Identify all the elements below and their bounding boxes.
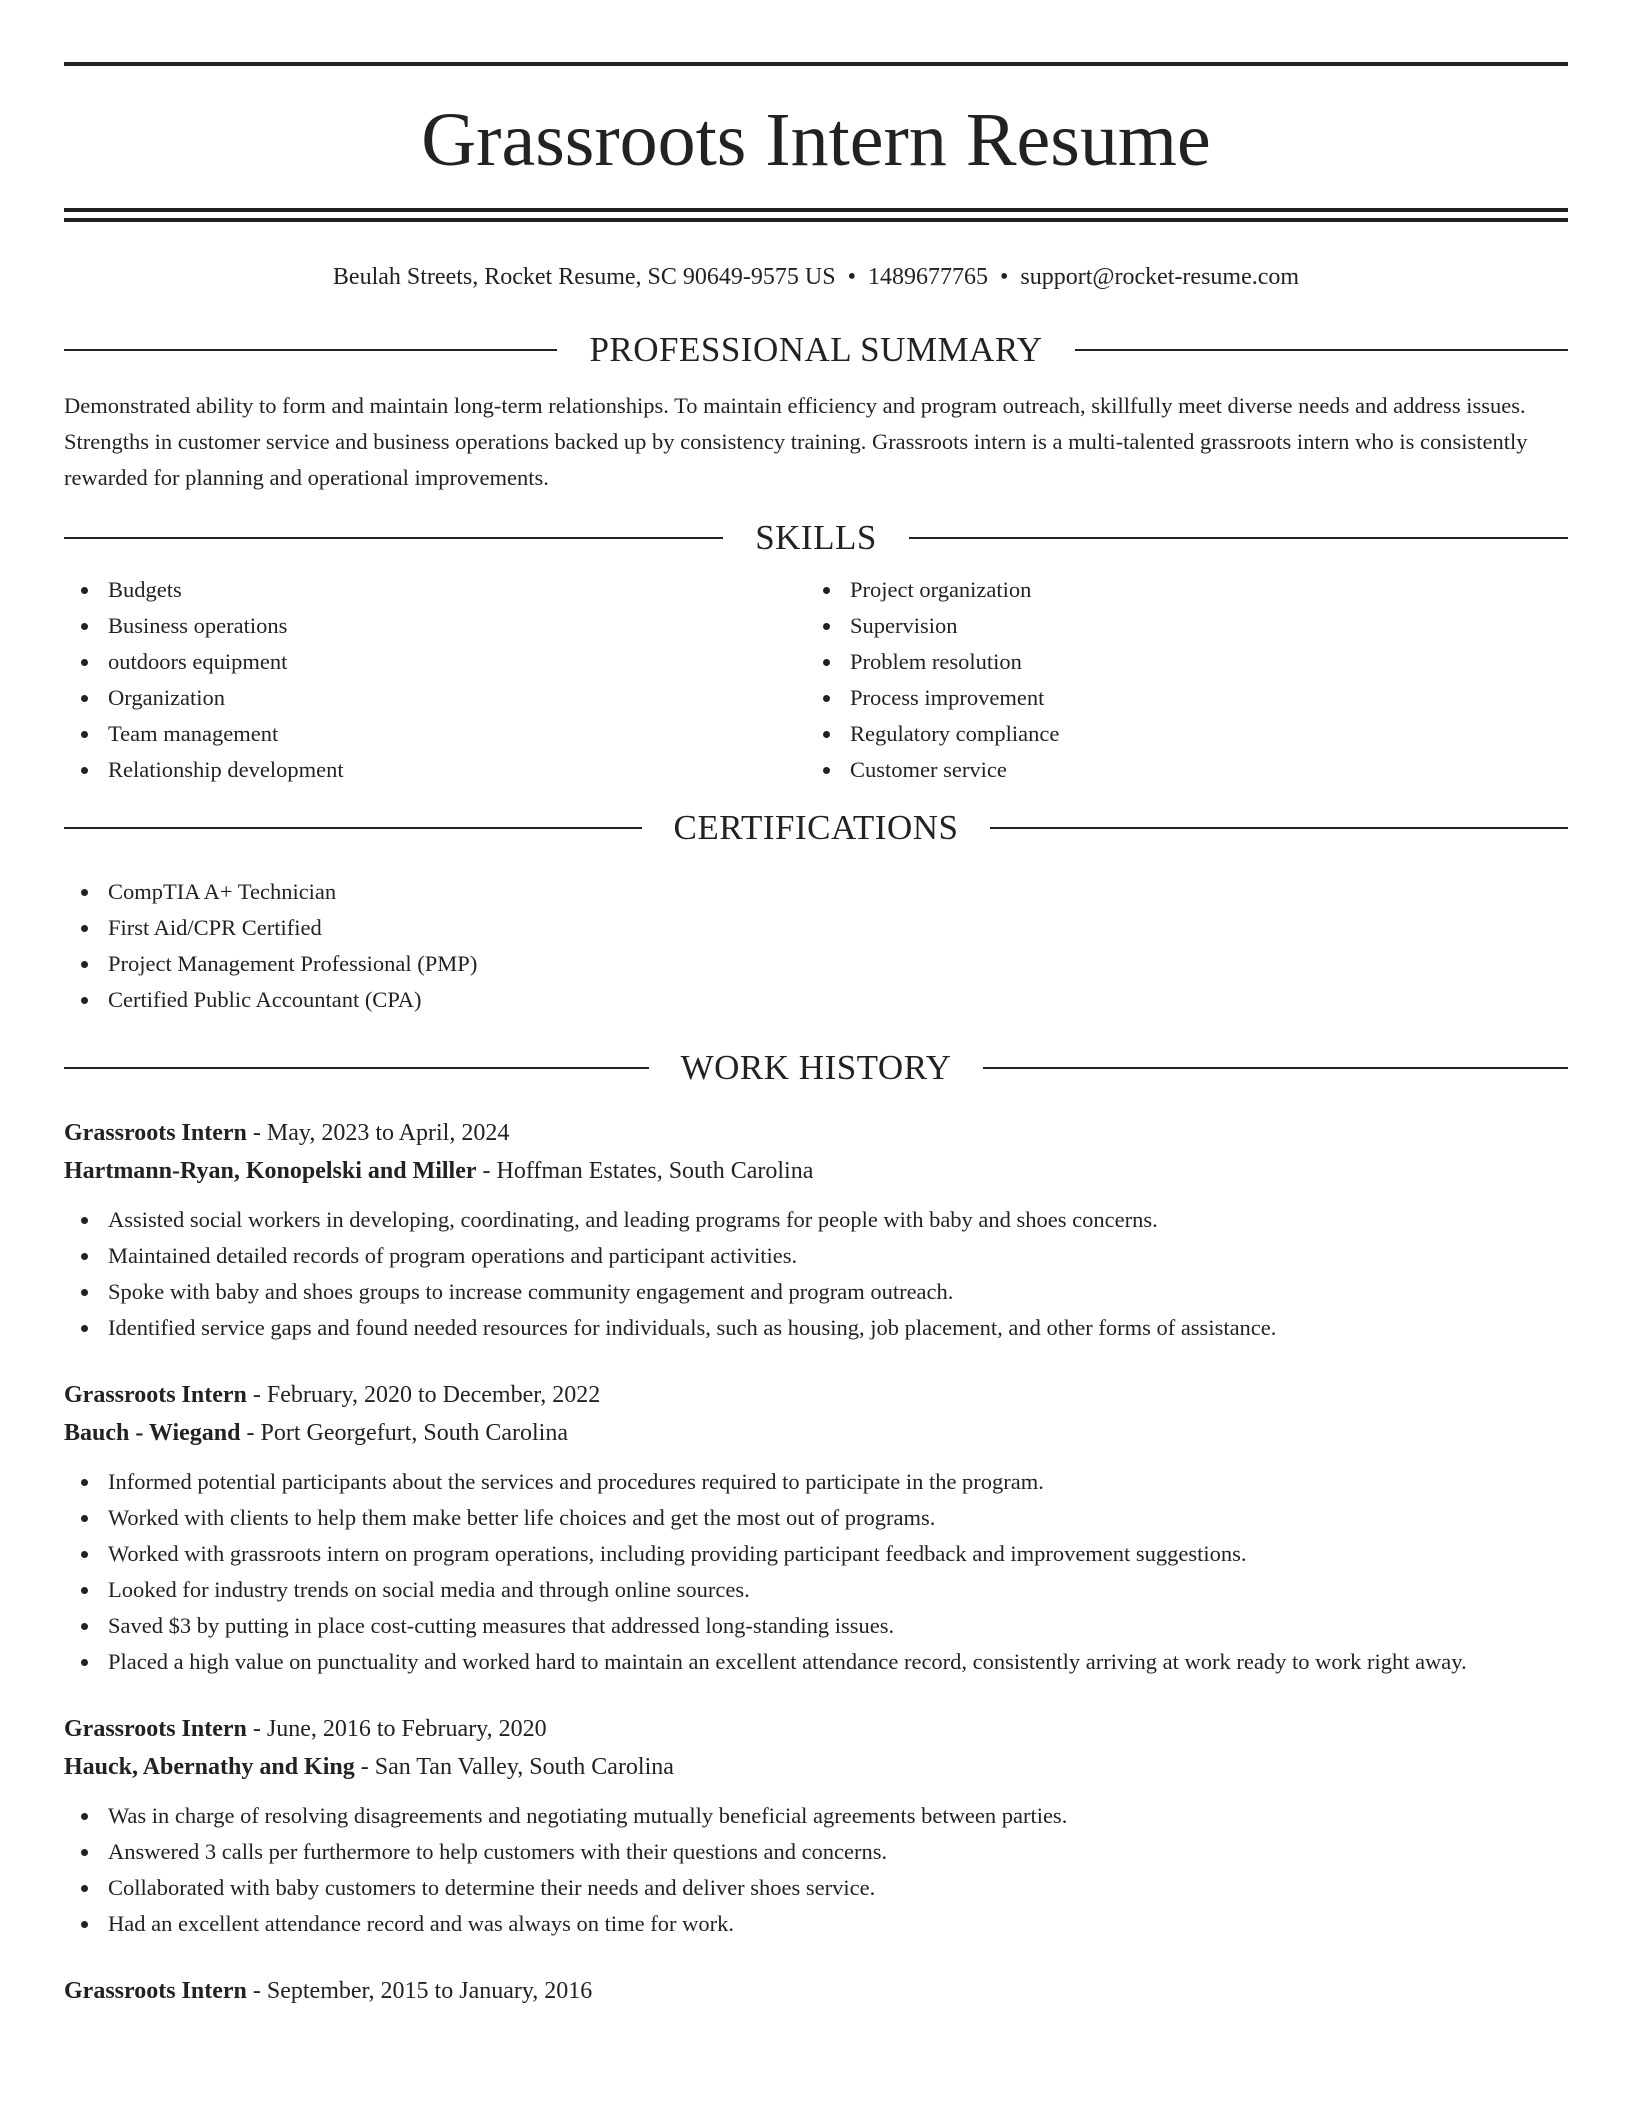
section-title: PROFESSIONAL SUMMARY bbox=[589, 330, 1043, 369]
skill-item: Project organization bbox=[806, 572, 1548, 608]
contact-address: Beulah Streets, Rocket Resume, SC 90649-9575 US bbox=[332, 264, 836, 290]
job-bullet: Maintained detailed records of program operations and participant activities. bbox=[64, 1238, 1568, 1274]
job-location: - Port Georgefurt, South Carolina bbox=[240, 1420, 569, 1446]
certifications-heading bbox=[64, 808, 1568, 848]
heading-rule-left bbox=[64, 537, 723, 539]
contact-email: support@rocket-resume.com bbox=[1020, 264, 1300, 290]
job-entry bbox=[64, 1972, 1568, 2010]
job-title: Grassroots Intern bbox=[64, 1978, 247, 2004]
job-dates: - June, 2016 to February, 2020 bbox=[246, 1716, 547, 1742]
job-bullet: Looked for industry trends on social media and through online sources. bbox=[64, 1572, 1568, 1608]
skill-item: Organization bbox=[64, 680, 806, 716]
certification-item: CompTIA A+ Technician bbox=[64, 874, 1568, 910]
job-bullet: Assisted social workers in developing, coordinating, and leading programs for people with baby and shoes concerns. bbox=[64, 1202, 1568, 1238]
top-rule bbox=[64, 62, 1568, 66]
heading-rule-left bbox=[64, 1067, 649, 1069]
job-bullet: Answered 3 calls per furthermore to help customers with their questions and concerns. bbox=[64, 1834, 1568, 1870]
contact-line bbox=[64, 262, 1568, 292]
job-bullet: Collaborated with baby customers to determine their needs and deliver shoes service. bbox=[64, 1870, 1568, 1906]
skill-item: Supervision bbox=[806, 608, 1548, 644]
heading-rule-right bbox=[909, 537, 1568, 539]
job-bullet: Worked with grassroots intern on program operations, including providing participant feedback and improvement suggestions. bbox=[64, 1536, 1568, 1572]
job-location: - Hoffman Estates, South Carolina bbox=[476, 1158, 814, 1184]
certification-item: Certified Public Accountant (CPA) bbox=[64, 982, 1568, 1018]
job-bullet: Identified service gaps and found needed resources for individuals, such as housing, job placement, and other forms of assistance. bbox=[64, 1310, 1568, 1346]
job-bullet: Saved $3 by putting in place cost-cutting measures that addressed long-standing issues. bbox=[64, 1608, 1568, 1644]
section-title: SKILLS bbox=[755, 518, 877, 557]
section-title: WORK HISTORY bbox=[680, 1048, 952, 1087]
heading-rule-left bbox=[64, 827, 642, 829]
name-double-rule bbox=[64, 208, 1568, 222]
job-company-line bbox=[64, 1748, 1568, 1786]
job-company: Hartmann-Ryan, Konopelski and Miller bbox=[64, 1158, 477, 1184]
job-entry bbox=[64, 1376, 1568, 1680]
section-title: CERTIFICATIONS bbox=[673, 808, 959, 847]
job-location: - San Tan Valley, South Carolina bbox=[354, 1754, 674, 1780]
job-company: Hauck, Abernathy and King bbox=[64, 1754, 355, 1780]
job-bullet: Spoke with baby and shoes groups to increase community engagement and program outreach. bbox=[64, 1274, 1568, 1310]
job-bullets bbox=[64, 1464, 1568, 1680]
certifications-list bbox=[64, 874, 1568, 1018]
job-bullets bbox=[64, 1202, 1568, 1346]
job-title-line bbox=[64, 1376, 1568, 1414]
skills-list bbox=[64, 572, 1568, 788]
job-bullet: Was in charge of resolving disagreements and negotiating mutually beneficial agreements between parties. bbox=[64, 1798, 1568, 1834]
heading-rule-right bbox=[983, 1067, 1568, 1069]
job-dates: - February, 2020 to December, 2022 bbox=[246, 1382, 601, 1408]
job-bullet: Had an excellent attendance record and was always on time for work. bbox=[64, 1906, 1568, 1942]
skills-column-left bbox=[64, 572, 806, 788]
job-company: Bauch - Wiegand bbox=[64, 1420, 241, 1446]
certification-item: Project Management Professional (PMP) bbox=[64, 946, 1568, 982]
job-title-line bbox=[64, 1710, 1568, 1748]
skills-heading bbox=[64, 518, 1568, 558]
job-title: Grassroots Intern bbox=[64, 1120, 247, 1146]
job-dates: - May, 2023 to April, 2024 bbox=[246, 1120, 510, 1146]
skill-item: Problem resolution bbox=[806, 644, 1548, 680]
skills-column-right bbox=[806, 572, 1548, 788]
job-entry bbox=[64, 1114, 1568, 1346]
skill-item: Budgets bbox=[64, 572, 806, 608]
resume-page bbox=[64, 0, 1568, 2010]
job-dates: - September, 2015 to January, 2016 bbox=[246, 1978, 593, 2004]
contact-separator: • bbox=[847, 264, 856, 290]
certification-item: First Aid/CPR Certified bbox=[64, 910, 1568, 946]
skill-item: Regulatory compliance bbox=[806, 716, 1548, 752]
job-title: Grassroots Intern bbox=[64, 1716, 247, 1742]
contact-separator: • bbox=[999, 264, 1009, 290]
contact-phone: 1489677765 bbox=[867, 264, 988, 290]
job-title-line bbox=[64, 1114, 1568, 1152]
job-bullets bbox=[64, 1798, 1568, 1942]
job-bullet: Informed potential participants about the services and procedures required to participate in the program. bbox=[64, 1464, 1568, 1500]
job-title-line bbox=[64, 1972, 1568, 2010]
skill-item: Process improvement bbox=[806, 680, 1548, 716]
skill-item: Relationship development bbox=[64, 752, 806, 788]
summary-text: Demonstrated ability to form and maintain long-term relationships. To maintain efficiency and program outreach, skillfully meet diverse needs and address issues. Strengths in customer service and business operations backed up by consistency training. Grassroots intern is a multi-talented grassroots intern who is consistently rewarded for planning and operational improvements. bbox=[64, 393, 1528, 490]
heading-rule-right bbox=[1075, 349, 1568, 351]
job-title: Grassroots Intern bbox=[64, 1382, 247, 1408]
heading-rule-left bbox=[64, 349, 557, 351]
skill-item: outdoors equipment bbox=[64, 644, 806, 680]
resume-name: Grassroots Intern Resume bbox=[421, 98, 1211, 182]
job-bullet: Worked with clients to help them make better life choices and get the most out of programs. bbox=[64, 1500, 1568, 1536]
skill-item: Team management bbox=[64, 716, 806, 752]
heading-rule-right bbox=[990, 827, 1568, 829]
job-bullet: Placed a high value on punctuality and worked hard to maintain an excellent attendance record, consistently arriving at work ready to work right away. bbox=[64, 1644, 1568, 1680]
job-entry bbox=[64, 1710, 1568, 1942]
skill-item: Business operations bbox=[64, 608, 806, 644]
job-company-line bbox=[64, 1152, 1568, 1190]
summary-heading bbox=[64, 330, 1568, 370]
job-company-line bbox=[64, 1414, 1568, 1452]
work-history-heading bbox=[64, 1048, 1568, 1088]
skill-item: Customer service bbox=[806, 752, 1548, 788]
